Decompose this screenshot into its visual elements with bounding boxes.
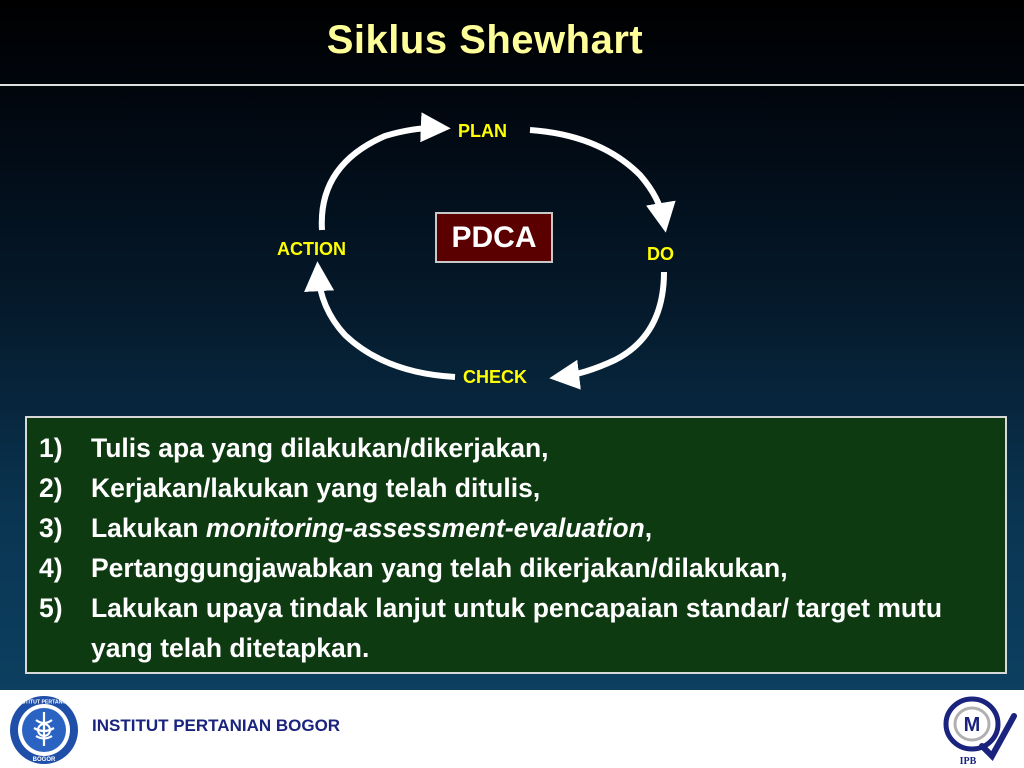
slide-title: Siklus Shewhart (326, 18, 644, 62)
step-number: 1) (39, 433, 63, 463)
step-number: 4) (39, 553, 63, 583)
ipb-quality-mark-logo (938, 694, 1018, 766)
step-text (91, 508, 991, 548)
cycle-label-do: DO (647, 244, 674, 264)
arrow-action-to-plan (322, 128, 440, 230)
ipb-seal-logo (8, 694, 80, 766)
ipb-logo-text-bottom: BOGOR (32, 757, 56, 763)
step-text: Lakukan upaya tindak lanjut untuk pencapaian standar/ target mutu yang telah ditetapkan. (91, 593, 943, 663)
quality-mark-text: IPB (959, 756, 977, 766)
step-text-emphasis: monitoring-assessment-evaluation (205, 513, 645, 543)
cycle-label-plan: PLAN (458, 121, 507, 141)
cycle-label-action: ACTION (277, 239, 346, 259)
step-text-suffix: , (644, 513, 653, 543)
quality-mark-letter: M (963, 714, 981, 736)
institution-name: INSTITUT PERTANIAN BOGOR (92, 716, 341, 735)
arrow-plan-to-do (530, 130, 664, 222)
step-text-prefix: Lakukan (91, 513, 206, 543)
list-item (39, 508, 993, 548)
cycle-label-check: CHECK (463, 367, 528, 387)
steps-list (25, 416, 1007, 674)
step-text: Tulis apa yang dilakukan/dikerjakan, (91, 433, 549, 463)
step-number: 5) (39, 593, 63, 623)
list-item (39, 468, 993, 508)
step-text: Kerjakan/lakukan yang telah ditulis, (91, 473, 541, 503)
step-text: Pertanggungjawabkan yang telah dikerjakan/dilakukan, (91, 553, 788, 583)
list-item (39, 428, 993, 468)
ipb-logo-text-top: INSTITUT PERTANIAN (16, 699, 72, 706)
list-item (39, 548, 993, 588)
step-number: 3) (39, 513, 63, 543)
arrow-do-to-check (560, 272, 664, 377)
arrow-check-to-action (318, 272, 455, 377)
pdca-center-box: PDCA (435, 212, 553, 263)
step-number: 2) (39, 473, 63, 503)
footer-bar (0, 690, 1024, 768)
list-item (39, 588, 993, 668)
